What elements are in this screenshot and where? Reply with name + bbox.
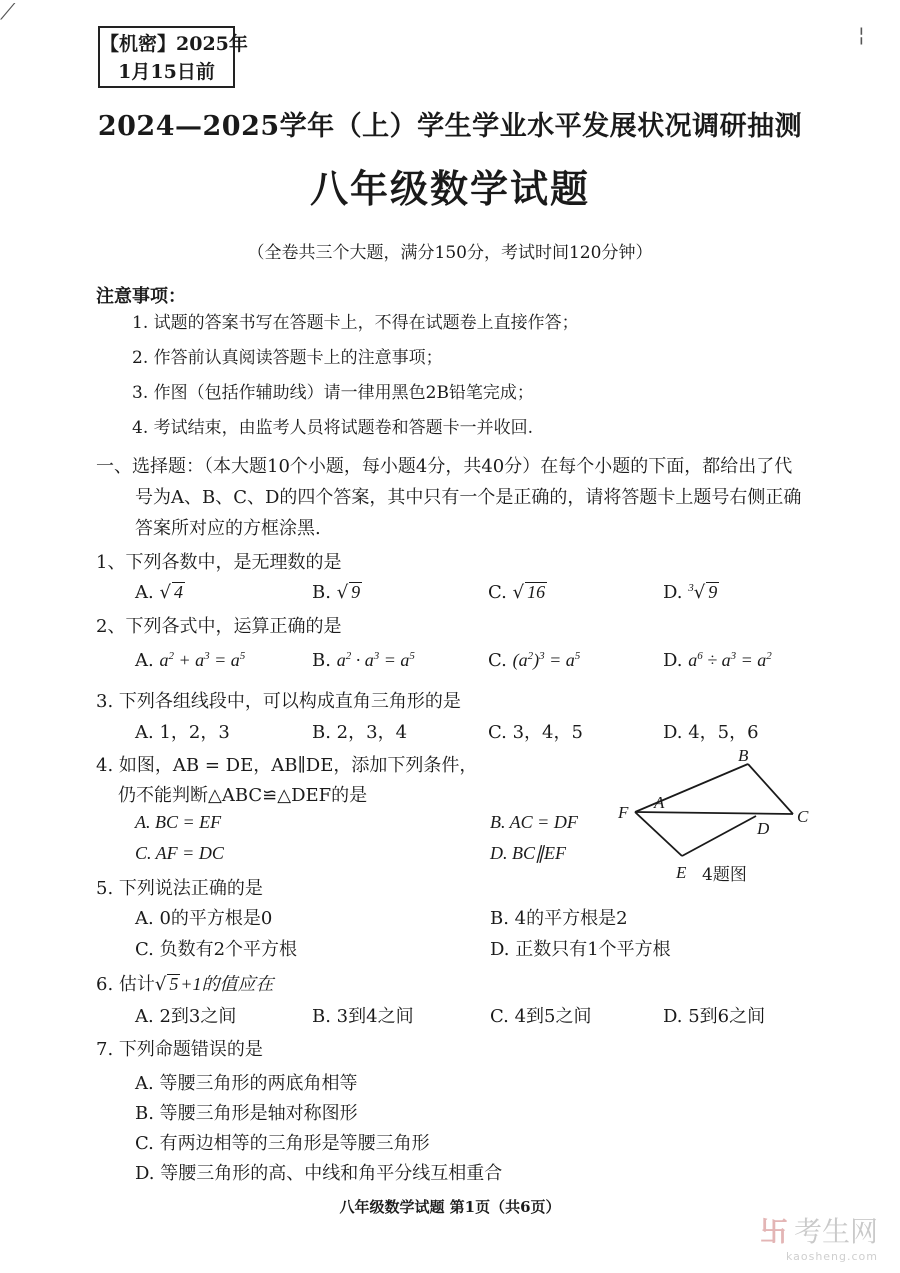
exam-info: （全卷共三个大题，满分150分，考试时间120分钟）: [247, 243, 653, 263]
label-e: E: [676, 863, 687, 882]
question-5-option-c: C. 负数有2个平方根: [135, 939, 298, 960]
question-5-option-d: D. 正数只有1个平方根: [490, 939, 671, 960]
question-6-option-a: A. 2到3之间: [135, 1006, 237, 1027]
exam-subject: 八年级数学试题: [309, 166, 590, 211]
segment-bc: [748, 764, 793, 814]
label-c: C: [797, 807, 809, 826]
notice-item: 3. 作图（包括作辅助线）请一律用黑色2B铅笔完成；: [132, 383, 534, 403]
question-1-option-c: C. √ 16: [488, 582, 546, 603]
watermark: [760, 1210, 878, 1263]
question-4-option-a: A. BC = EF: [135, 812, 222, 832]
question-7-option-d: D. 等腰三角形的高、中线和角平分线互相重合: [135, 1163, 503, 1184]
label-d: D: [757, 819, 770, 838]
notice-item: 2. 作答前认真阅读答题卡上的注意事项；: [132, 348, 443, 368]
question-3-option-d: D. 4，5，6: [663, 722, 759, 743]
watermark-url: kaosheng.com: [785, 1250, 878, 1263]
question-2-option-d: D. $a^6 \div a^3 = a^2$: [663, 650, 772, 671]
question-4-option-c: C. AF = DC: [135, 843, 224, 863]
question-7-stem: 7. 下列命题错误的是: [96, 1039, 263, 1060]
question-1-option-b: B. √ 9: [312, 582, 361, 603]
question-2-option-b: B. $a^2 \cdot a^3 = a^5$: [312, 650, 415, 671]
label-a: A: [654, 793, 665, 812]
question-5-stem: 5. 下列说法正确的是: [96, 878, 263, 899]
question-6-option-c: C. 4到5之间: [490, 1006, 592, 1027]
question-2-option-c: C. $(a^2)^3 = a^5$: [488, 650, 581, 671]
question-3-option-b: B. 2，3，4: [312, 722, 408, 743]
label-b: B: [738, 748, 749, 765]
watermark-text: 考生网: [793, 1215, 878, 1248]
section-instructions-line1: 一、选择题：（本大题10个小题，每小题4分，共40分）在每个小题的下面，都给出了代: [96, 456, 793, 477]
confidential-stamp: [98, 26, 248, 88]
question-3-option-a: A. 1，2，3: [135, 722, 230, 743]
question-1-stem: 1、下列各数中，是无理数的是: [96, 552, 342, 573]
section-instructions-line3: 答案所对应的方框涂黑.: [135, 518, 321, 539]
segment-fc: [635, 812, 793, 814]
question-7-option-c: C. 有两边相等的三角形是等腰三角形: [135, 1133, 430, 1154]
question-2-option-a: A. $a^2 + a^3 = a^5$: [135, 650, 246, 671]
question-6-option-b: B. 3到4之间: [312, 1006, 414, 1027]
notice-heading: 注意事项：: [96, 286, 186, 307]
label-f: F: [618, 803, 629, 822]
section-instructions-line2: 号为A、B、C、D的四个答案，其中只有一个是正确的，请将答题卡上题号右侧正确: [135, 487, 802, 508]
figure-caption: 4题图: [702, 865, 747, 885]
segment-fe: [635, 812, 682, 856]
segment-ed: [682, 816, 756, 856]
question-6-stem: 6. 估计√ 5 +1的值应在: [96, 974, 274, 995]
notice-item: 4. 考试结束，由监考人员将试题卷和答题卡一并收回.: [132, 418, 534, 438]
question-4-stem-line1: 4. 如图，AB = DE，AB∥DE，添加下列条件，: [96, 755, 478, 776]
page-footer: 八年级数学试题 第1页（共6页）: [339, 1198, 561, 1216]
scan-mark-top-left: ⟋: [0, 0, 16, 25]
confidential-line2: 1月15日前: [118, 61, 215, 83]
scan-mark-top-right: ¦: [858, 22, 865, 46]
confidential-line1: 【机密】2025年: [100, 33, 248, 55]
exam-title: 2024—2025学年（上）学生学业水平发展状况调研抽测: [97, 111, 803, 142]
question-3-option-c: C. 3，4，5: [488, 722, 583, 743]
question-4-option-d: D. BC∥EF: [490, 843, 566, 863]
notice-item: 1. 试题的答案书写在答题卡上，不得在试题卷上直接作答；: [132, 313, 579, 333]
question-7-option-a: A. 等腰三角形的两底角相等: [135, 1073, 358, 1094]
question-7-option-b: B. 等腰三角形是轴对称图形: [135, 1103, 358, 1124]
watermark-logo-icon: 卐: [759, 1215, 788, 1248]
question-6-option-d: D. 5到6之间: [663, 1006, 766, 1027]
question-1-option-a: A. √ 4: [135, 582, 183, 603]
question-4-stem-line2: 仍不能判断△ABC≌△DEF的是: [118, 785, 368, 806]
question-4-option-b: B. AC = DF: [490, 812, 578, 832]
question-5-option-b: B. 4的平方根是2: [490, 908, 628, 929]
segment-ab: [635, 764, 748, 812]
question-3-stem: 3. 下列各组线段中，可以构成直角三角形的是: [96, 691, 461, 712]
question-4-figure: [600, 748, 830, 898]
question-2-stem: 2、下列各式中，运算正确的是: [96, 616, 342, 637]
question-1-option-d: D. $^3$√ 9: [663, 582, 718, 603]
question-5-option-a: A. 0的平方根是0: [135, 908, 273, 929]
